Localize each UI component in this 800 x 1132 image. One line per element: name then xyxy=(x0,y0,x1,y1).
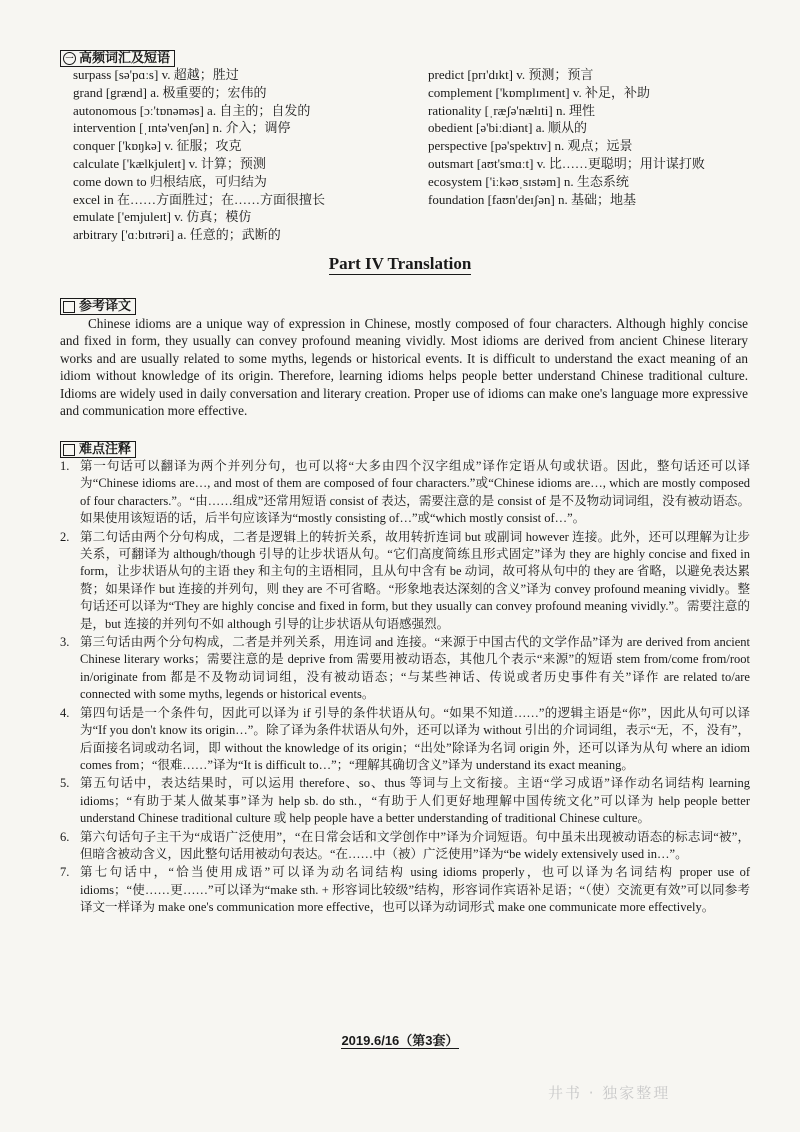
note-item xyxy=(60,458,750,528)
vocab-item: obedient [ə'biːdiənt] a. 顺从的 xyxy=(428,120,588,136)
footer-date: 2019.6/16（第3套） xyxy=(341,1033,459,1048)
reference-section-label xyxy=(60,298,136,315)
notes-section-title: 难点注释 xyxy=(79,442,132,457)
note-text: 第三句话由两个分句构成，二者是并列关系，用连词 and 连接。“来源于中国古代的文学作品”译为 are derived from ancient Chinese literary works；需要注意的是 deprive from 需要用被动语态，其他几个表示“来源”的短语 stem from/come from/root in/originate from 都是不及物动词词组，没有被动语态；“与某些神话、传说或者历史事件有关”译作 are related to/are connected with some myths, legends or historical events。 xyxy=(80,635,750,702)
note-item xyxy=(60,634,750,704)
vocab-list-right xyxy=(428,66,758,208)
note-number: 3. xyxy=(60,635,70,650)
vocab-item: emulate ['emjuleɪt] v. 仿真；模仿 xyxy=(73,209,252,225)
note-item xyxy=(60,829,750,864)
vocab-item: outsmart [aʊt'smɑːt] v. 比……更聪明；用计谋打败 xyxy=(428,155,705,171)
note-text: 第四句话是一个条件句，因此可以译为 if 引导的条件状语从句。“如果不知道……”的逻辑主语是“你”，因此从句可以译为“If you don't know its origin…”。除了译为条件状语从句外，还可以译为 without 引出的介词词组，表示“无，不，没有”，后面接名词或动名词，即 without the knowledge of its origin；“出处”除译为名词 origin 外，还可以译为从句 where an idiom comes from；“很难……”译为“It is difficult to…”；“理解其确切含义”译为 understand its exact meaning。 xyxy=(80,705,750,772)
vocab-item: conquer ['kɒŋkə] v. 征服；攻克 xyxy=(73,138,242,154)
vocab-item: perspective [pə'spektɪv] n. 观点；远景 xyxy=(428,138,633,154)
note-number: 1. xyxy=(60,459,70,473)
square-bullet-icon xyxy=(63,444,75,456)
vocab-list-left xyxy=(73,66,413,244)
reference-section-title: 参考译文 xyxy=(79,299,132,314)
page-footer xyxy=(0,1030,800,1049)
vocab-item: surpass [sə'pɑːs] v. 超越；胜过 xyxy=(73,67,239,82)
vocab-item: calculate ['kælkjuleɪt] v. 计算；预测 xyxy=(73,155,266,171)
note-item xyxy=(60,775,750,827)
vocab-item: foundation [faʊn'deɪʃən] n. 基础；地基 xyxy=(428,191,637,207)
vocab-item: arbitrary ['ɑːbɪtrəri] a. 任意的；武断的 xyxy=(73,227,281,243)
note-number: 6. xyxy=(60,829,70,844)
vocab-item: grand [grænd] a. 极重要的；宏伟的 xyxy=(73,84,267,100)
vocab-item: predict [prɪ'dɪkt] v. 预测；预言 xyxy=(428,67,594,82)
vocab-item: autonomous [ɔː'tɒnəməs] a. 自主的；自发的 xyxy=(73,102,311,118)
vocab-item: intervention [ˌɪntə'venʃən] n. 介入；调停 xyxy=(73,120,291,136)
note-number: 5. xyxy=(60,776,70,791)
note-text: 第六句话句子主干为“成语广泛使用”，“在日常会话和文学创作中”译为介词短语。句中虽未出现被动语态的标志词“被”，但暗含被动含义，因此整句话用被动句表达。“在……中（被）广泛使用”译为“be widely extensively used in…”。 xyxy=(80,829,750,861)
note-text: 第一句话可以翻译为两个并列分句，也可以将“大多由四个汉字组成”译作定语从句或状语。因此，整句话还可以译为“Chinese idioms are…, and most of them are composed of four characters.”或“Chinese idioms are…, which are mostly composed of four characters.”。“由……组成”还常用短语 consist of 表达，需要注意的是 consist of 是不及物动词词组，没有被动语态。如果使用该短语的话，后半句应该译为“mostly consisting of…”或“which mostly consist of…”。 xyxy=(80,459,750,526)
vocab-item: complement ['kɒmplɪment] v. 补足，补助 xyxy=(428,84,651,100)
note-item xyxy=(60,705,750,775)
circled-number-icon: 一 xyxy=(63,52,76,65)
square-bullet-icon xyxy=(63,301,75,313)
note-number: 4. xyxy=(60,705,70,720)
vocab-section-label xyxy=(60,50,175,67)
note-text: 第二句话由两个分句构成，二者是逻辑上的转折关系，故用转折连词 but 或副词 however 连接。此外，还可以理解为让步关系，可翻译为 although/though 引导的让步状语从句。“它们高度简练且形式固定”译为 they are highly concise and fixed in form，让步状语从句的主语 they 和主句的主语相同，且从句中含有 be 动词，故可将从句中的 they are 省略，以避免表达累赘；如果译作 but 连接的并列句，则 they are 不可省略。“形象地表达深刻的含义”译为 convey profound meaning vividly。整句话还可以译为“They are highly concise and fixed in form, but they usually can convey profound meaning vividly.”。需要注意的是，but 连接的并列句不如 although 引导的让步状语从句语感强烈。 xyxy=(80,529,750,631)
notes-section-label xyxy=(60,441,136,458)
part-title-text: Part IV Translation xyxy=(328,254,472,273)
watermark: 井书 · 独家整理 xyxy=(548,1084,671,1102)
part-title xyxy=(0,254,800,274)
reference-translation: Chinese idioms are a unique way of expression in Chinese, mostly composed of four characters. Although highly concise and fixed in form, they usually can convey profound meaning vividly. Most idioms are derived from ancient Chinese literary works and are usually related to some myths, legends or historical events. It is difficult to understand the exact meaning of an idiom without knowledge of its origin. Therefore, learning idioms helps people better understand Chinese traditional culture. Idioms are widely used in daily conversation and literary creation. Proper use of idioms can make one's language more expressive and communication more effective. xyxy=(60,316,748,419)
note-item xyxy=(60,864,750,916)
vocab-section-title: 高频词汇及短语 xyxy=(79,51,171,66)
note-text: 第五句话中，表达结果时，可以运用 therefore、so、thus 等词与上文衔接。主语“学习成语”译作动名词结构 learning idioms；“有助于某人做某事”译为 help sb. do sth.，“有助于人们更好地理解中国传统文化”可以译为 help people better understand Chinese traditional culture 或 help people have a better understanding of traditional Chinese culture。 xyxy=(80,776,750,826)
vocab-item: come down to 归根结底，可归结为 xyxy=(73,173,267,189)
note-item xyxy=(60,529,750,633)
note-text: 第七句话中，“恰当使用成语”可以译为动名词结构 using idioms properly，也可以译为名词结构 proper use of idioms；“使……更……”可以译为“make sth. + 形容词比较级”结构，形容词作宾语补足语；“（使）交流更有效”可以同参考译文一样译为 make one's communication more effective，也可以译为动词形式 make one communicate more effectively。 xyxy=(80,865,750,915)
vocab-item: ecosystem ['iːkəʊˌsɪstəm] n. 生态系统 xyxy=(428,173,629,189)
note-number: 2. xyxy=(60,529,70,544)
notes-list xyxy=(60,458,750,918)
note-number: 7. xyxy=(60,865,70,880)
vocab-item: rationality [ˌræʃə'nælɪti] n. 理性 xyxy=(428,102,595,118)
vocab-item: excel in 在……方面胜过；在……方面很擅长 xyxy=(73,191,326,207)
